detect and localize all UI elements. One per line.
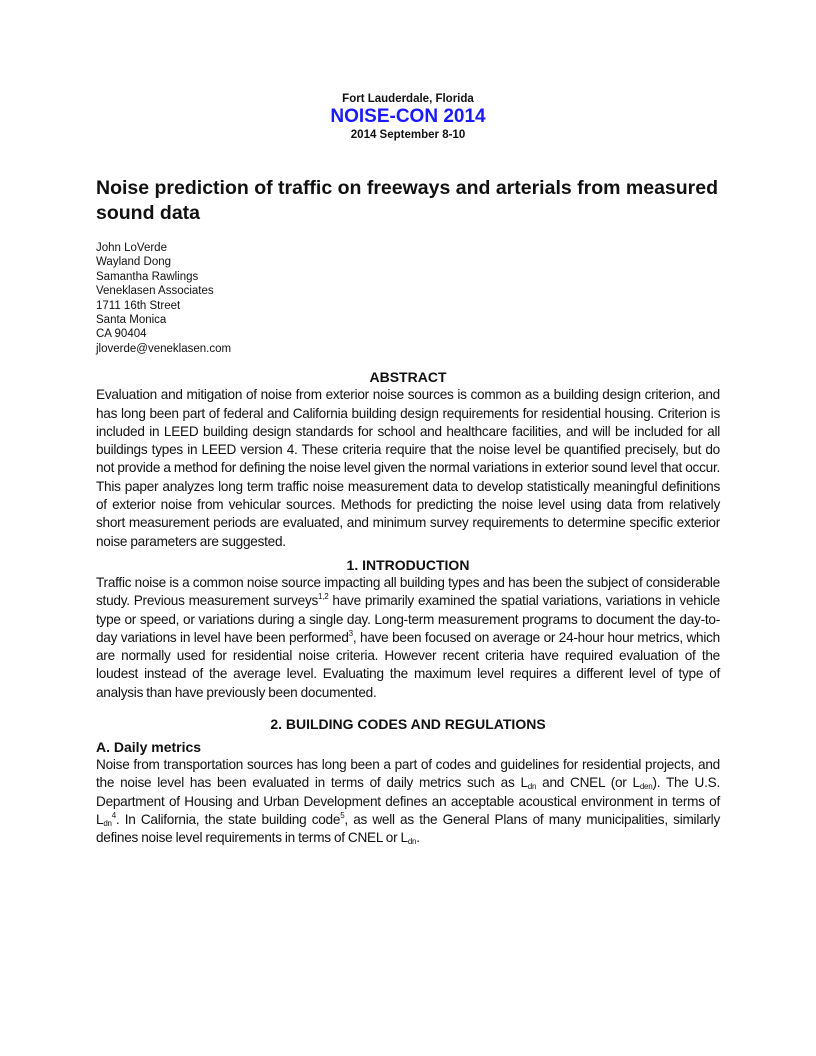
- conference-header: [96, 92, 720, 142]
- text-run: have primarily examined the spatial variations, variations in vehicle type or speed, or variations during a single day. Long-term measurement programs to document the day-to-day variations in level have been performed: [96, 593, 720, 645]
- abstract-heading: ABSTRACT: [369, 369, 447, 386]
- text-run: ). The U.S. Department of Housing and Urban Development defines an acceptable acoustical environment in terms of L: [96, 775, 720, 827]
- subscript: dn: [527, 782, 537, 792]
- paper-title: Noise prediction of traffic on freeways and arterials from measured sound data: [96, 177, 719, 224]
- author-block: [96, 241, 720, 356]
- affiliation-line: Veneklasen Associates: [96, 285, 214, 298]
- daily-metrics-subheading: A. Daily metrics: [96, 739, 202, 755]
- text-run: , have been focused on average or 24-hour hour metrics, which are normally used for residential noise criteria. However recent criteria have required evaluation of the loudest instead of the average level. Evaluating the maximum level requires a different level of type of analysis than have previously been documented.: [96, 629, 720, 700]
- text-run: . In California, the state building code: [115, 811, 341, 827]
- address-line: Santa Monica: [96, 314, 167, 327]
- citation-superscript: 1,2: [318, 592, 329, 602]
- address-line: 1711 16th Street: [96, 299, 181, 312]
- paper-page: [96, 92, 720, 847]
- author-line: Samantha Rawlings: [96, 270, 199, 283]
- subscript: dn: [103, 818, 112, 828]
- conference-date: 2014 September 8-10: [350, 129, 466, 141]
- email-line: jloverde@veneklasen.com: [96, 342, 232, 355]
- conference-name: NOISE-CON 2014: [330, 106, 486, 127]
- citation-superscript: 4: [111, 810, 116, 820]
- text-run: and CNEL (or L: [536, 775, 640, 791]
- address-line: CA 90404: [96, 328, 147, 341]
- citation-superscript: 5: [340, 810, 345, 820]
- text-run: .: [416, 830, 420, 846]
- conference-location: Fort Lauderdale, Florida: [342, 93, 474, 105]
- author-line: John LoVerde: [96, 242, 167, 254]
- daily-metrics-paragraph: [96, 756, 720, 847]
- subscript: dn: [407, 837, 417, 847]
- subscript: den: [639, 782, 653, 792]
- text-run: Traffic noise is a common noise source impacting all building types and has been the subject of considerable study. Previous measurement surveys: [96, 574, 720, 609]
- text-run: Noise from transportation sources has long been a part of codes and guidelines for residential projects, and the noise level has been evaluated in terms of daily metrics such as L: [96, 757, 720, 791]
- abstract-text: Evaluation and mitigation of noise from exterior noise sources is common as a building design criterion, and has long been part of federal and California building design requirements for residential housing. Criterion is included in LEED building design standards for school and healthcare facilities, and will be included for all buildings types in LEED version 4. These criteria require that the noise level be quantified precisely, but do not provide a method for defining the noise level given the normal variations in exterior sound level that occur. This paper analyzes long term traffic noise measurement data to develop statistically meaningful definitions of exterior noise from vehicular sources. Methods for predicting the noise level using data from relatively short measurement periods are evaluated, and minimum survey requirements to determine specific exterior noise parameters are suggested.: [96, 387, 720, 549]
- introduction-paragraph: [96, 574, 720, 702]
- author-line: Wayland Dong: [96, 256, 172, 269]
- introduction-heading: 1. INTRODUCTION: [346, 556, 470, 573]
- text-run: , as well as the General Plans of many municipalities, similarly defines noise level requirements in terms of CNEL or L: [96, 811, 720, 846]
- citation-superscript: 3: [348, 628, 353, 638]
- codes-heading: 2. BUILDING CODES AND REGULATIONS: [270, 716, 546, 732]
